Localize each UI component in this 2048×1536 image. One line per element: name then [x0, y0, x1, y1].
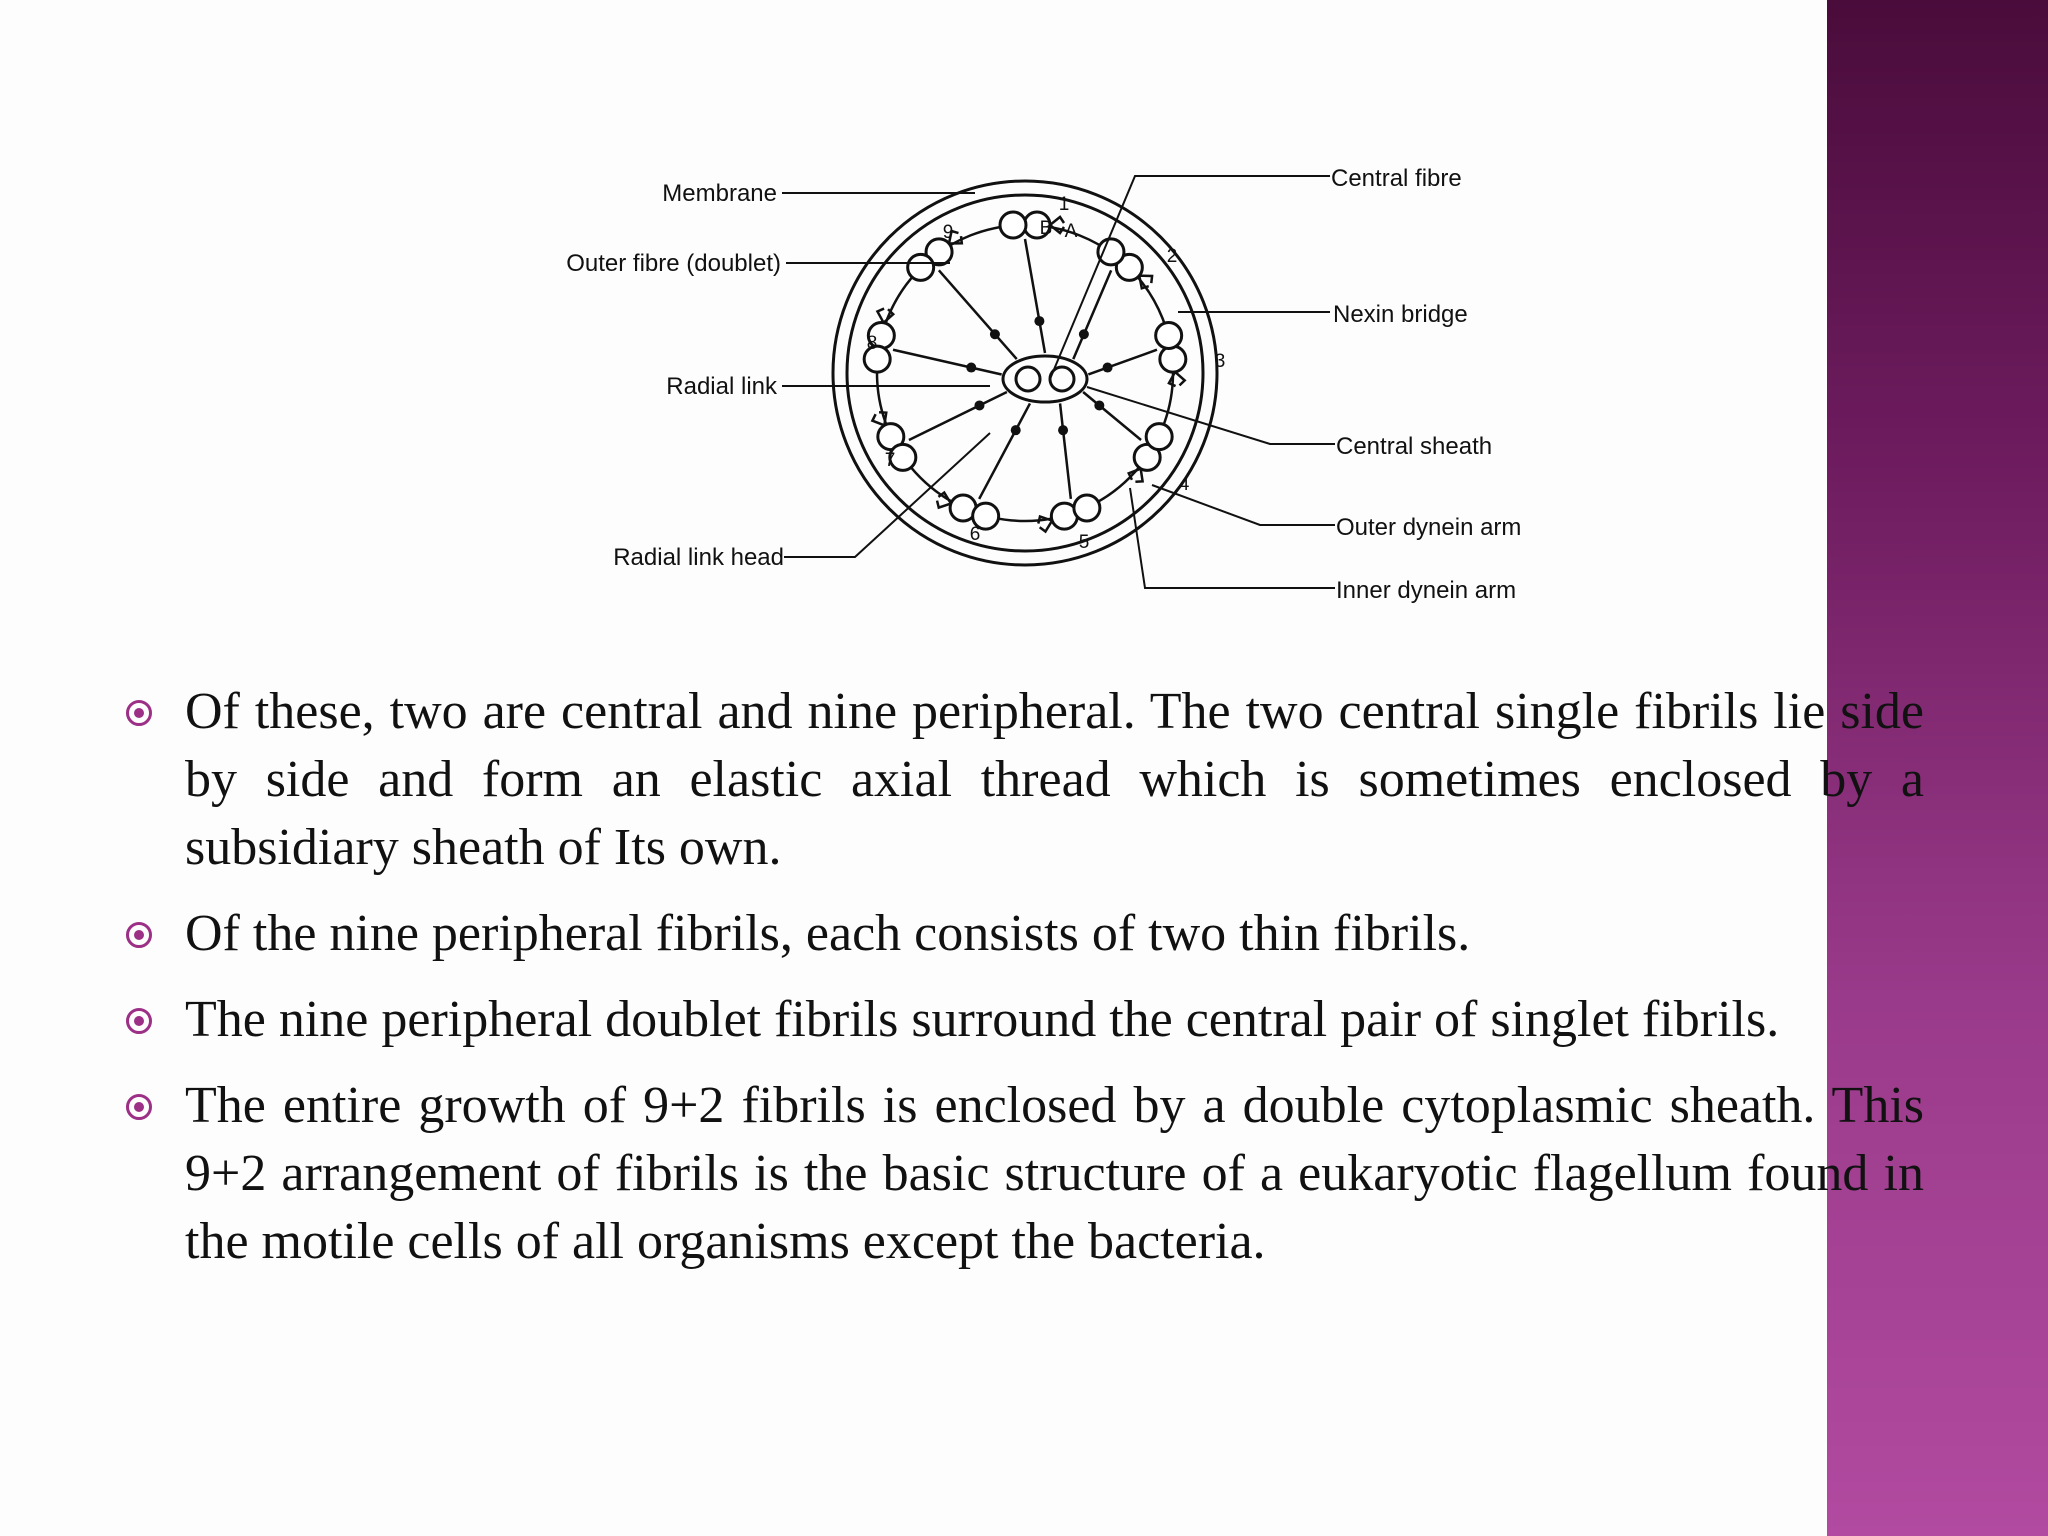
radial-links	[893, 239, 1157, 499]
radial-link	[979, 403, 1030, 498]
radial-link-head	[1094, 400, 1104, 410]
doublet-number-3: 3	[1214, 351, 1226, 372]
bullet-text: The entire growth of 9+2 fibrils is enclosed by a double cytoplasmic sheath. This 9+2 arrangement of fibrils is the basic structure of a eukaryotic flagellum found in the motile cells of all organisms except the bacteria.	[185, 1077, 1924, 1270]
radial-link-head	[990, 329, 1000, 339]
bullet-list	[140, 678, 1924, 1294]
label-central-fibre: Central fibre	[1331, 165, 1462, 192]
label-outer-dynein-arm: Outer dynein arm	[1336, 514, 1522, 541]
bullet-circle-icon	[126, 700, 152, 726]
doublet-b-tubule	[1074, 495, 1100, 521]
central-fibril-left	[1016, 367, 1040, 391]
doublet-b-tubule	[1146, 424, 1172, 450]
label-central-sheath: Central sheath	[1336, 433, 1493, 460]
bullet-text: Of these, two are central and nine peripheral. The two central single fibrils lie side by side and form an elastic axial thread which is sometimes enclosed by a subsidiary sheath of Its own.	[185, 683, 1924, 876]
bullet-item	[140, 678, 1924, 882]
bullet-circle-icon	[126, 922, 152, 948]
radial-link-head	[1011, 425, 1021, 435]
inner-dynein-arm	[877, 309, 884, 323]
radial-link-head	[966, 363, 976, 373]
bullet-circle-icon	[126, 1094, 152, 1120]
outer-dynein-arm	[1139, 276, 1148, 289]
membrane-outer-circle	[833, 181, 1217, 565]
radial-link-head	[1034, 316, 1044, 326]
radial-link	[1083, 392, 1141, 440]
radial-link	[1025, 239, 1045, 353]
inner-dynein-arm	[1040, 521, 1052, 532]
membrane-inner-circle	[847, 195, 1203, 551]
radial-link-head	[1079, 329, 1089, 339]
diagram-svg	[520, 160, 1580, 620]
doublet-number-7: 7	[884, 450, 896, 471]
doublet-number-1: 1	[1058, 194, 1070, 215]
radial-link	[909, 392, 1007, 440]
radial-link	[1088, 350, 1157, 375]
doublet-number-2: 2	[1166, 246, 1178, 267]
radial-link	[1060, 403, 1071, 498]
doublet-number-8: 8	[866, 333, 878, 354]
peripheral-doublets	[864, 212, 1186, 532]
radial-link	[893, 350, 1002, 375]
leader-inner-dynein-arm	[1130, 488, 1335, 588]
doublet-a-tubule	[1160, 346, 1186, 372]
label-nexin-bridge: Nexin bridge	[1333, 301, 1468, 328]
doublet-number-4: 4	[1178, 474, 1190, 495]
flagellum-cross-section-diagram	[520, 160, 1580, 620]
radial-link-head	[1058, 425, 1068, 435]
bullet-item	[140, 1072, 1924, 1276]
radial-link-head	[1103, 363, 1113, 373]
radial-link-head	[974, 400, 984, 410]
radial-link	[939, 270, 1017, 359]
label-membrane: Membrane	[662, 180, 777, 207]
bullet-item	[140, 900, 1924, 968]
inner-dynein-arm	[1175, 372, 1185, 385]
bullet-item	[140, 986, 1924, 1054]
doublet-b-tubule	[1000, 212, 1026, 238]
doublet-b-tubule	[1156, 322, 1182, 348]
doublet-number-5: 5	[1078, 532, 1090, 553]
label-radial-link: Radial link	[666, 373, 777, 400]
label-inner-dynein-arm: Inner dynein arm	[1336, 577, 1517, 604]
bullet-text: The nine peripheral doublet fibrils surround the central pair of singlet fibrils.	[185, 991, 1780, 1048]
doublet-b-tubule	[908, 254, 934, 280]
bullet-text: Of the nine peripheral fibrils, each consists of two thin fibrils.	[185, 905, 1471, 962]
bullet-circle-icon	[126, 1008, 152, 1034]
tubule-b-label: B	[1039, 218, 1053, 239]
tubule-a-label: A	[1064, 221, 1078, 242]
doublet-number-9: 9	[942, 222, 954, 243]
label-outer-fibre: Outer fibre (doublet)	[566, 250, 781, 277]
radial-link	[1073, 270, 1111, 359]
doublet-number-6: 6	[969, 524, 981, 545]
label-radial-link-head: Radial link head	[613, 544, 784, 571]
outer-dynein-arm	[1129, 469, 1141, 480]
doublet-b-tubule	[1098, 239, 1124, 265]
